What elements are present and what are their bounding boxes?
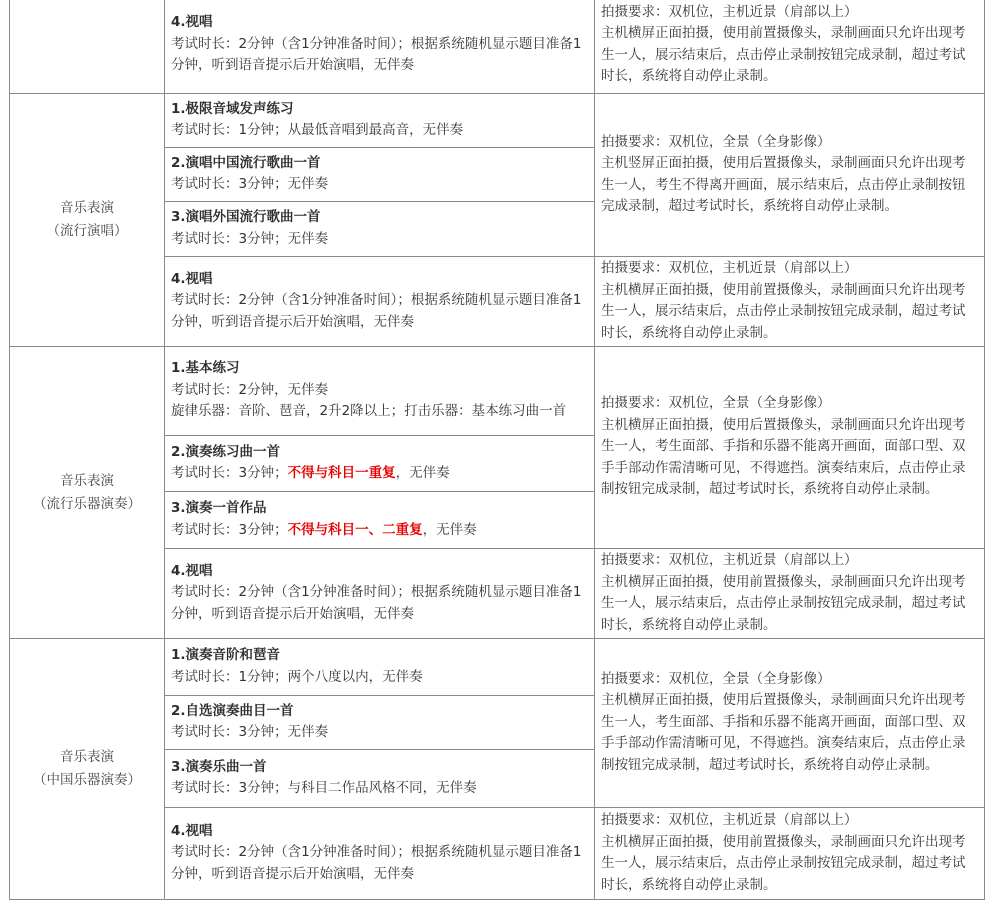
req-heading: 拍摄要求：双机位，主机近景（肩部以上） [601,812,858,828]
exam-item [165,750,595,808]
table-row [10,94,985,148]
item-detail: 考试时长：2分钟（含1分钟准备时间）；根据系统随机显示题目准备1分钟，听到语音提示后开始演唱，无伴奏 [171,844,582,882]
warning-text: 不得与科目一、二重复 [287,521,423,538]
item-title: 4.视唱 [171,822,213,839]
exam-requirements-table [9,0,985,900]
item-title: 3.演奏一首作品 [171,500,267,516]
category-cell [10,639,165,900]
item-detail [171,463,588,485]
item-detail: 考试时长：2分钟，无伴奏 [171,381,329,398]
item-title: 3.演唱外国流行歌曲一首 [171,209,321,225]
item-detail: 考试时长：2分钟（含1分钟准备时间）；根据系统随机显示题目准备1分钟，听到语音提示后开始演唱，无伴奏 [171,292,582,330]
item-detail: 考试时长：1分钟；从最低音唱到最高音，无伴奏 [171,122,464,138]
item-detail: 考试时长：1分钟；两个八度以内，无伴奏 [171,668,423,685]
item-detail: 考试时长：3分钟；无伴奏 [171,724,329,740]
detail-text: ，无伴奏 [422,521,477,538]
category-name: 音乐表演 [60,749,114,765]
req-heading: 拍摄要求：双机位，主机近景（肩部以上） [601,552,858,568]
filming-requirements [595,808,985,900]
filming-requirements [595,639,985,808]
exam-item [165,808,595,900]
table-row [10,347,985,436]
category-cell [10,0,165,94]
req-heading: 拍摄要求：双机位，全景（全身影像） [601,395,831,412]
item-title: 4.视唱 [171,14,213,31]
category-subname: （流行乐器演奏） [33,495,141,512]
exam-item [165,0,595,94]
req-detail: 主机横屏正面拍摄，使用前置摄像头，录制画面只允许出现考生一人，展示结束后，点击停止录制按钮完成录制，超过考试时长，系统将自动停止录制。 [601,573,966,633]
exam-item [165,202,595,257]
req-detail: 主机横屏正面拍摄，使用前置摄像头，录制画面只允许出现考生一人，展示结束后，点击停止录制按钮完成录制，超过考试时长，系统将自动停止录制。 [601,833,966,893]
table-row [10,639,985,696]
req-detail: 主机竖屏正面拍摄，使用后置摄像头，录制画面只允许出现考生一人，考生不得离开画面，展示结束后，点击停止录制按钮完成录制，超过考试时长，系统将自动停止录制。 [601,155,966,214]
item-title: 1.演奏音阶和琶音 [171,647,281,663]
exam-item [165,94,595,148]
filming-requirements [595,94,985,257]
req-heading: 拍摄要求：双机位，全景（全身影像） [601,133,831,150]
req-heading: 拍摄要求：双机位，全景（全身影像） [601,670,831,687]
exam-item [165,492,595,549]
detail-text: 考试时长：3分钟； [171,465,288,481]
item-detail [171,520,588,542]
req-detail: 主机横屏正面拍摄，使用前置摄像头，录制画面只允许出现考生一人，展示结束后，点击停止录制按钮完成录制，超过考试时长，系统将自动停止录制。 [601,281,966,341]
item-title: 1.极限音域发声练习 [171,100,294,117]
exam-item [165,639,595,696]
exam-item [165,696,595,750]
req-detail: 主机横屏正面拍摄，使用后置摄像头，录制画面只允许出现考生一人，考生面部、手指和乐器不能离开画面，面部口型、双手手部动作需清晰可见，不得遮挡。演奏结束后，点击停止录制按钮完成录制，超过考试时长，系统将自动停止录制。 [601,692,966,773]
item-detail: 考试时长：2分钟（含1分钟准备时间）；根据系统随机显示题目准备1分钟，听到语音提示后开始演唱，无伴奏 [171,584,582,622]
item-detail: 考试时长：3分钟；与科目二作品风格不同，无伴奏 [171,780,477,796]
item-title: 2.演奏练习曲一首 [171,443,281,460]
req-detail: 主机横屏正面拍摄，使用后置摄像头，录制画面只允许出现考生一人，考生面部、手指和乐器不能离开画面，面部口型、双手手部动作需清晰可见，不得遮挡。演奏结束后，点击停止录制按钮完成录制，超过考试时长，系统将自动停止录制。 [601,416,966,498]
item-detail: 考试时长：2分钟（含1分钟准备时间）；根据系统随机显示题目准备1分钟，听到语音提示后开始演唱，无伴奏 [171,35,582,74]
item-detail: 考试时长：3分钟；无伴奏 [171,176,329,192]
warning-text: 不得与科目一重复 [287,465,396,481]
item-title: 4.视唱 [171,270,213,287]
item-detail: 旋律乐器：音阶、琶音，2升2降以上；打击乐器：基本练习曲一首 [171,403,567,420]
req-detail: 主机横屏正面拍摄，使用前置摄像头，录制画面只允许出现考生一人，展示结束后，点击停止录制按钮完成录制，超过考试时长，系统将自动停止录制。 [601,25,966,84]
exam-item [165,148,595,202]
exam-item [165,257,595,347]
exam-item [165,549,595,639]
item-title: 3.演奏乐曲一首 [171,758,267,775]
item-detail: 考试时长：3分钟；无伴奏 [171,230,329,247]
table-row [10,0,985,94]
category-name: 音乐表演 [60,200,114,216]
detail-text: ，无伴奏 [395,465,450,481]
item-title: 4.视唱 [171,562,213,579]
detail-text: 考试时长：3分钟； [171,521,288,538]
item-title: 2.演唱中国流行歌曲一首 [171,154,321,171]
category-cell [10,94,165,347]
filming-requirements [595,0,985,94]
category-subname: （流行演唱） [46,223,128,239]
item-title: 1.基本练习 [171,360,240,377]
req-heading: 拍摄要求：双机位，主机近景（肩部以上） [601,3,858,20]
category-name: 音乐表演 [60,472,114,489]
filming-requirements [595,347,985,549]
filming-requirements [595,257,985,347]
exam-item [165,347,595,436]
req-heading: 拍摄要求：双机位，主机近景（肩部以上） [601,260,858,276]
category-subname: （中国乐器演奏） [33,772,141,788]
exam-item [165,436,595,492]
category-cell [10,347,165,639]
filming-requirements [595,549,985,639]
item-title: 2.自选演奏曲目一首 [171,702,294,719]
